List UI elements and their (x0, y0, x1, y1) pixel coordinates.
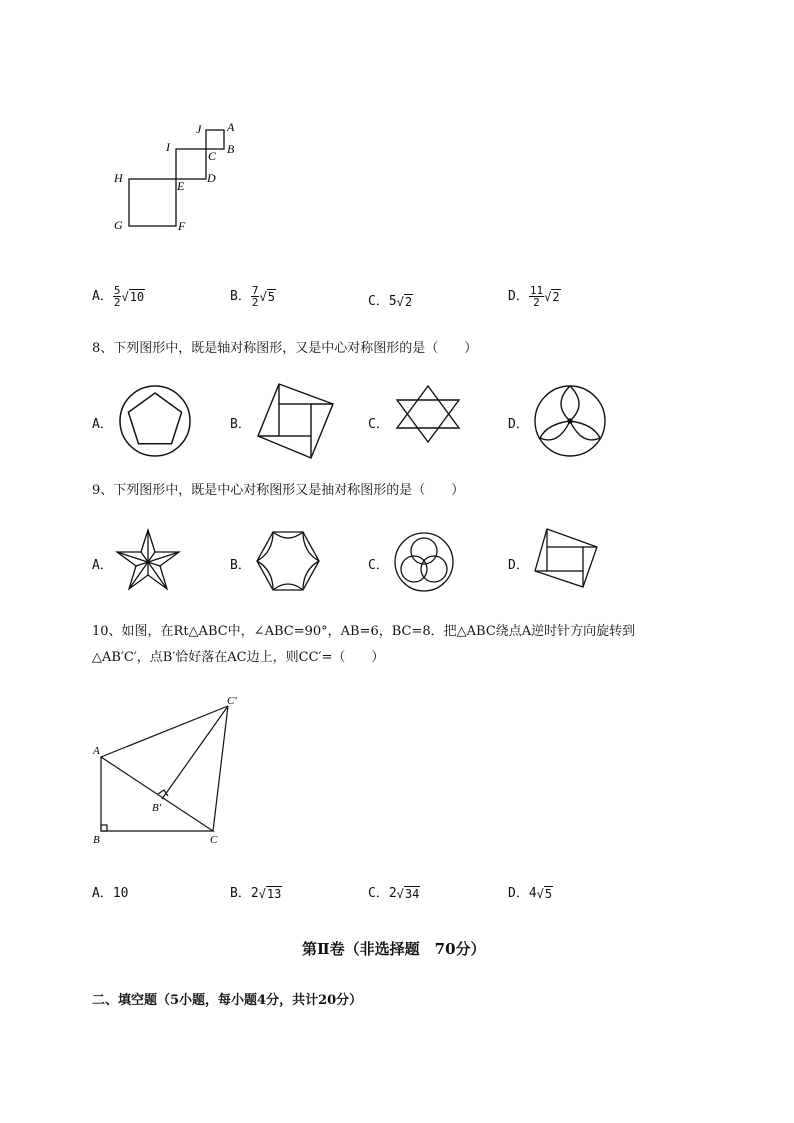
q9-option-b-label[interactable]: B． (230, 558, 251, 573)
label-B-prime: B' (152, 802, 162, 814)
q9-hexagon-arcs-figure[interactable] (255, 530, 321, 592)
q7-option-d[interactable] (508, 285, 561, 308)
q9-circle-three-circles-figure[interactable] (393, 531, 455, 593)
q10-stem-line2: △AB′C′，点B′恰好落在AC边上，则CC′=（ ） (92, 650, 385, 665)
q8-circle-pentagon-figure[interactable] (118, 384, 192, 458)
fraction: $\frac{11}{2}$ (529, 284, 544, 309)
q9-option-d-label[interactable]: D． (508, 558, 529, 573)
q9-stem: 9、下列图形中，既是中心对称图形又是抽对称图形的是（ ） (92, 483, 465, 498)
label-J: J (196, 122, 202, 136)
label-F: F (178, 219, 186, 233)
coef: 5 (388, 294, 397, 309)
q10-option-a[interactable] (92, 882, 128, 901)
coef: 2 (388, 886, 397, 901)
q9-square-in-square-figure[interactable] (533, 527, 599, 589)
square-medium (176, 149, 206, 179)
sqrt: √34 (396, 886, 420, 901)
label-A: A (93, 745, 100, 757)
q7-squares-figure (110, 118, 250, 238)
q8-option-c-label[interactable]: C． (368, 417, 389, 432)
q10-option-c[interactable] (368, 882, 420, 901)
label-C: C (208, 149, 217, 163)
square-large (129, 179, 176, 226)
option-letter: D． (508, 886, 529, 901)
label-E: E (177, 179, 185, 193)
square-small (206, 130, 224, 149)
q10-option-d[interactable] (508, 882, 553, 901)
q9-option-a-label[interactable]: A． (92, 558, 113, 573)
option-letter: D． (508, 289, 529, 304)
q9-option-c-label[interactable]: C． (368, 558, 389, 573)
q8-option-d-label[interactable]: D． (508, 417, 529, 432)
coef: 4 (528, 886, 537, 901)
label-D: D (207, 171, 216, 185)
q10-stem-line1: 10、如图，在Rt△ABC中，∠ABC=90°，AB=6，BC=8．把△ABC绕点A逆时针方向旋转到 (92, 624, 636, 639)
q7-option-a[interactable] (92, 285, 145, 308)
section-2-title: 第Ⅱ卷（非选择题 70分） (302, 940, 486, 958)
q8-square-in-square-figure[interactable] (256, 382, 336, 460)
q10-option-b[interactable] (230, 882, 282, 901)
q8-hexagram-figure[interactable] (393, 384, 463, 444)
label-B: B (227, 142, 235, 156)
sqrt: √13 (258, 886, 282, 901)
option-letter: B． (230, 289, 251, 304)
option-letter: C． (368, 886, 389, 901)
sqrt: √2 (544, 289, 560, 304)
section-2-subtitle: 二、填空题（5小题，每小题4分，共计20分） (92, 993, 363, 1008)
label-I: I (166, 140, 170, 154)
option-value: 10 (112, 886, 129, 901)
sqrt: √2 (396, 294, 413, 309)
option-letter: A． (92, 886, 113, 901)
q8-stem: 8、下列图形中，既是轴对称图形，又是中心对称图形的是（ ） (92, 341, 478, 356)
fraction: $\frac{7}{2}$ (251, 284, 259, 309)
label-C-prime: C' (227, 695, 237, 707)
q8-circle-three-arcs-figure[interactable] (533, 384, 607, 458)
label-H: H (114, 171, 123, 185)
coef: 2 (250, 886, 259, 901)
label-B: B (93, 834, 100, 846)
option-letter: B． (230, 886, 251, 901)
fraction: $\frac{5}{2}$ (113, 284, 121, 309)
q9-star-figure[interactable] (115, 528, 181, 592)
sqrt: √5 (536, 886, 553, 901)
option-letter: A． (92, 289, 113, 304)
q8-option-b-label[interactable]: B． (230, 417, 251, 432)
q10-rotation-figure (88, 690, 248, 850)
q7-option-c[interactable] (368, 290, 413, 309)
sqrt: √5 (259, 289, 275, 304)
q8-option-a-label[interactable]: A． (92, 417, 113, 432)
q7-option-b[interactable] (230, 285, 276, 308)
sqrt: √10 (121, 289, 145, 304)
label-C: C (210, 834, 218, 846)
label-G: G (114, 218, 123, 232)
label-A: A (227, 120, 235, 134)
option-letter: C． (368, 294, 389, 309)
